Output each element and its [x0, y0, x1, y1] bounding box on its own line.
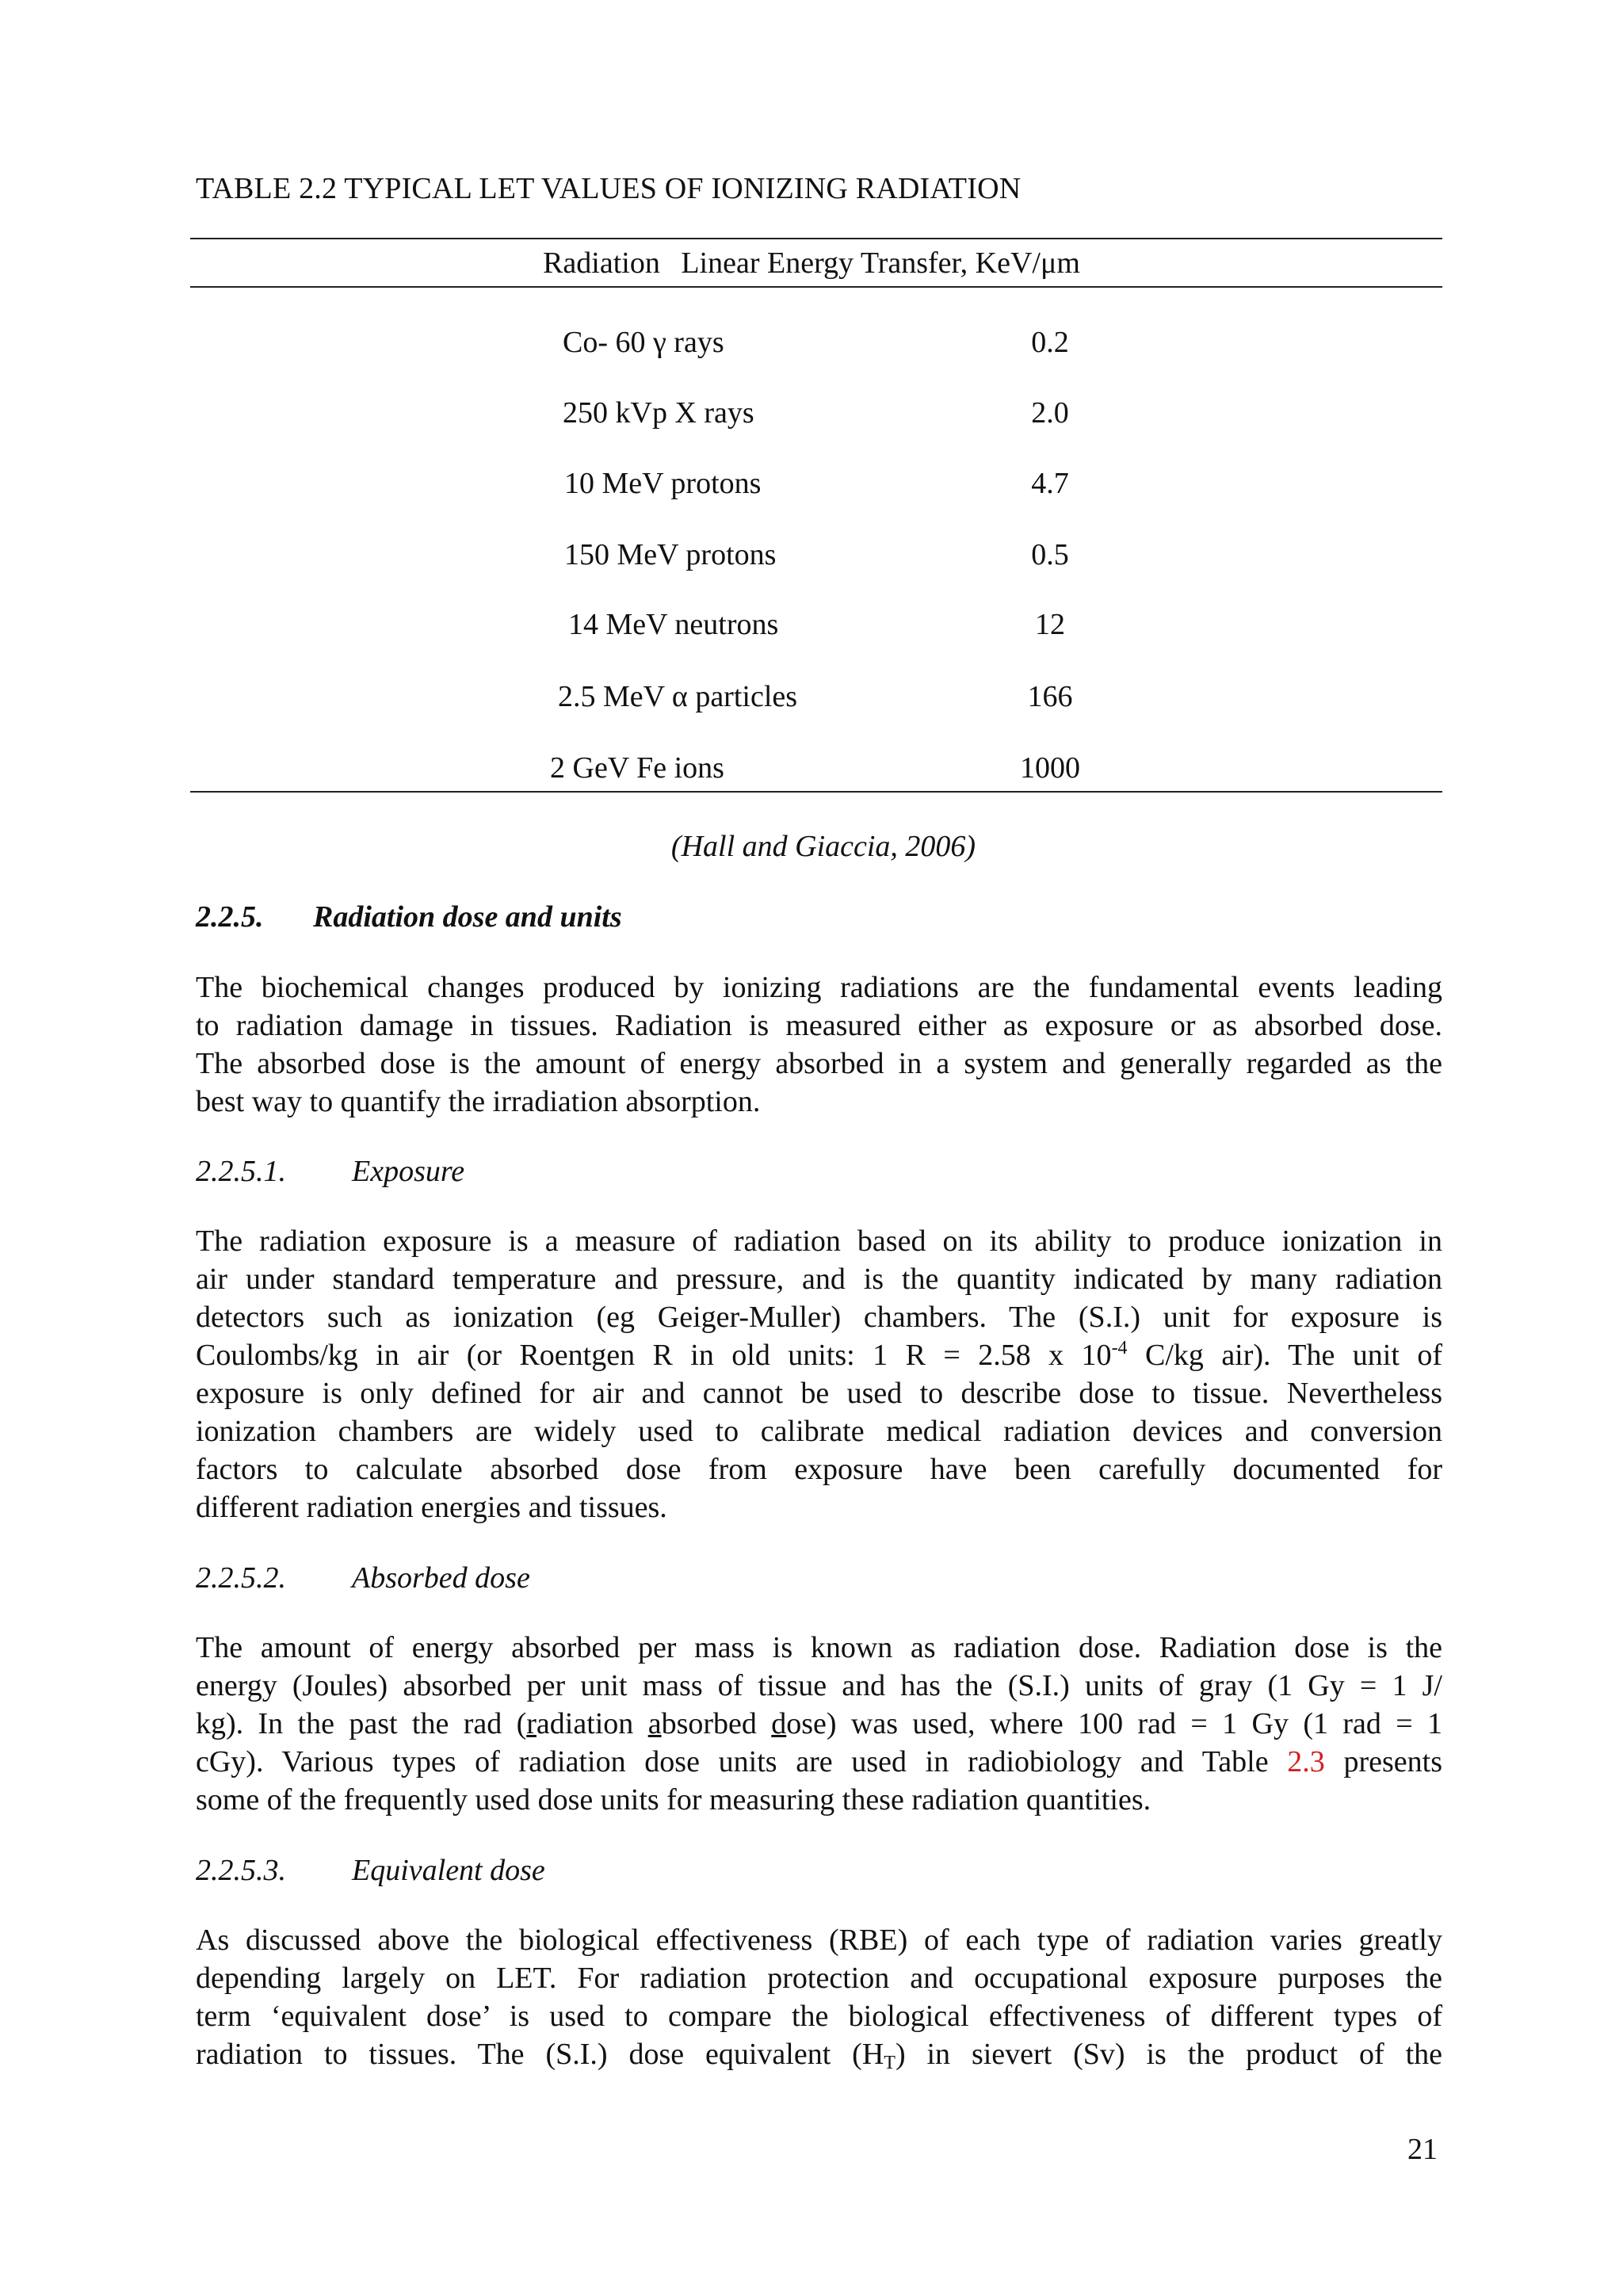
table-header	[0, 246, 1623, 281]
text-line: to radiation damage in tissues. Radiation is measured either as exposure or as absorbed dose.	[196, 1009, 1442, 1042]
section-heading	[196, 900, 622, 934]
exposure-paragraph	[196, 1222, 1442, 1526]
text-line: The absorbed dose is the amount of energy absorbed in a system and generally regarded as the	[196, 1047, 1442, 1080]
text-segment: bsorbed	[661, 1707, 772, 1740]
table-link[interactable]: 2.3	[1287, 1745, 1325, 1778]
subsection-heading-absorbed	[196, 1561, 530, 1595]
cell-let: 0.2	[1031, 326, 1069, 359]
table-source	[0, 829, 1623, 864]
section-number: 2.2.5.	[196, 900, 264, 934]
text-segment: adiation	[536, 1707, 648, 1740]
table-row	[0, 607, 1623, 655]
text-segment: C/kg air). The unit of	[1127, 1339, 1442, 1372]
cell-radiation: 14 MeV neutrons	[568, 608, 779, 641]
text-line: some of the frequently used dose units for measuring these radiation quantities.	[196, 1783, 1151, 1817]
text-line	[196, 1336, 1442, 1374]
text-line	[196, 1705, 1442, 1743]
text-line: depending largely on LET. For radiation protection and occupational exposure purposes the	[196, 1962, 1442, 1995]
subsection-title: Absorbed dose	[352, 1561, 530, 1595]
cell-radiation: 150 MeV protons	[564, 538, 777, 571]
cell-radiation: 250 kVp X rays	[563, 396, 754, 430]
text-segment: ose) was used, where 100 rad = 1 Gy (1 rad = 1	[786, 1707, 1443, 1740]
text-line: The radiation exposure is a measure of radiation based on its ability to produce ionization in	[196, 1224, 1442, 1258]
cell-let: 2.0	[1031, 396, 1069, 430]
cell-let: 1000	[1020, 751, 1080, 785]
cell-radiation: 10 MeV protons	[564, 467, 762, 500]
underlined-letter: r	[526, 1707, 537, 1740]
section-title: Radiation dose and units	[313, 900, 622, 934]
cell-let: 0.5	[1031, 538, 1069, 571]
text-line: detectors such as ionization (eg Geiger-Muller) chambers. The (S.I.) unit for exposure is	[196, 1301, 1442, 1334]
subsection-heading-exposure	[196, 1154, 464, 1189]
table-row	[0, 395, 1623, 443]
underlined-letter: a	[647, 1707, 662, 1740]
text-segment: Coulombs/kg in air (or Roentgen R in old units: 1 R = 2.58 x 10	[196, 1339, 1112, 1372]
text-line: factors to calculate absorbed dose from exposure have been carefully documented for	[196, 1453, 1442, 1486]
absorbed-paragraph	[196, 1629, 1442, 1819]
subsection-title: Exposure	[352, 1155, 465, 1188]
subsection-number: 2.2.5.1.	[196, 1155, 286, 1188]
header-radiation: Radiation	[543, 246, 660, 280]
text-segment: kg). In the past the rad (	[196, 1707, 527, 1740]
text-segment: ) in sievert (Sv) is the product of the	[895, 2038, 1442, 2071]
table-header-rule	[190, 286, 1442, 288]
text-segment: radiation to tissues. The (S.I.) dose equivalent (H	[196, 2038, 884, 2071]
cell-radiation: Co- 60 γ rays	[563, 326, 724, 359]
text-line: best way to quantify the irradiation absorption.	[196, 1085, 761, 1118]
header-let: Linear Energy Transfer, KeV/μm	[681, 246, 1080, 280]
table-bottom-rule	[190, 791, 1442, 793]
text-segment: cGy). Various types of radiation dose units are used in radiobiology and Table	[196, 1745, 1288, 1778]
text-line: term ‘equivalent dose’ is used to compare the biological effectiveness of different types of	[196, 2000, 1442, 2033]
table-caption: TABLE 2.2 TYPICAL LET VALUES OF IONIZING RADIATION	[196, 172, 1022, 205]
source-text: (Hall and Giaccia, 2006)	[670, 830, 976, 863]
subsection-heading-equivalent	[196, 1853, 545, 1888]
subscript: T	[884, 2053, 896, 2073]
page-number: 21	[1407, 2133, 1438, 2166]
subsection-title: Equivalent dose	[352, 1854, 545, 1887]
text-line: The amount of energy absorbed per mass is known as radiation dose. Radiation dose is the	[196, 1631, 1442, 1664]
equivalent-paragraph	[196, 1921, 1442, 2073]
intro-paragraph	[196, 968, 1442, 1121]
subsection-number: 2.2.5.2.	[196, 1561, 286, 1595]
cell-radiation: 2.5 MeV α particles	[558, 680, 798, 713]
underlined-letter: d	[771, 1707, 787, 1740]
text-line: air under standard temperature and pressure, and is the quantity indicated by many radiation	[196, 1263, 1442, 1296]
text-line	[196, 2035, 1442, 2073]
subsection-number: 2.2.5.3.	[196, 1854, 286, 1887]
cell-radiation: 2 GeV Fe ions	[550, 751, 724, 785]
superscript: -4	[1111, 1338, 1128, 1358]
table-row	[0, 325, 1623, 372]
table-top-rule	[190, 238, 1442, 239]
cell-let: 166	[1027, 680, 1073, 713]
text-line: ionization chambers are widely used to calibrate medical radiation devices and conversion	[196, 1415, 1442, 1448]
table-row	[0, 466, 1623, 514]
text-line: The biochemical changes produced by ionizing radiations are the fundamental events leading	[196, 971, 1442, 1004]
text-segment: presents	[1324, 1745, 1442, 1778]
table-row	[0, 537, 1623, 585]
text-line: different radiation energies and tissues.	[196, 1491, 667, 1524]
cell-let: 12	[1035, 608, 1065, 641]
text-line: As discussed above the biological effectiveness (RBE) of each type of radiation varies greatly	[196, 1924, 1442, 1957]
text-line: energy (Joules) absorbed per unit mass of tissue and has the (S.I.) units of gray (1 Gy = 1 J/	[196, 1669, 1442, 1702]
table-row	[0, 679, 1623, 727]
text-line: exposure is only defined for air and cannot be used to describe dose to tissue. Nevertheless	[196, 1377, 1442, 1410]
text-line	[196, 1743, 1442, 1781]
cell-let: 4.7	[1031, 467, 1069, 500]
